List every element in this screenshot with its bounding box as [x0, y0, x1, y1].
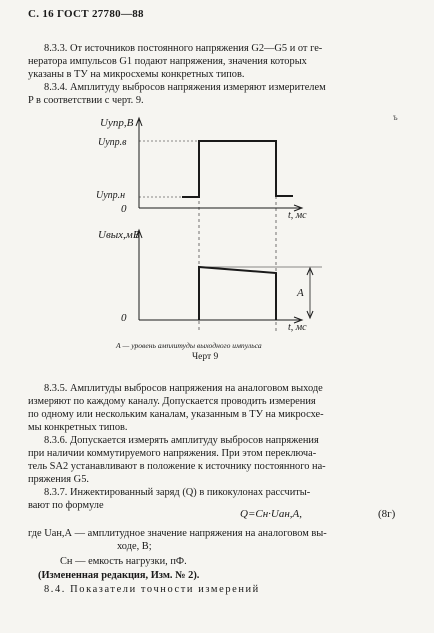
section-8-4-heading: 8.4. Показатели точности измерений: [44, 584, 260, 595]
para-8-3-3-line2: нератора импульсов G1 подают напряжения, значения которых: [28, 56, 307, 67]
para-8-3-7-line2: вают по формуле: [28, 500, 104, 511]
amplitude-label: A: [297, 287, 304, 299]
para-8-3-3-line3: указаны в ТУ на микросхемы конкретных типов.: [28, 69, 245, 80]
top-y-axis-label: Uупр,В: [100, 117, 134, 129]
figure-number: Черт 9: [192, 352, 219, 362]
para-8-3-5-line4: мы конкретных типов.: [28, 422, 128, 433]
bottom-zero-label: 0: [121, 312, 127, 324]
para-8-3-6-line3: тель SA2 устанавливают в положение к источнику постоянного на-: [28, 461, 326, 472]
top-x-axis-label: t, мс: [288, 210, 307, 221]
para-8-3-3-line1: 8.3.3. От источников постоянного напряжения G2—G5 и от ге-: [44, 43, 323, 54]
top-zero-label: 0: [121, 203, 127, 215]
formula-8g: Q=Cн·Uан,А,: [240, 508, 303, 520]
output-pulse: [199, 267, 276, 320]
para-8-3-6-line4: пряжения G5.: [28, 474, 89, 485]
para-8-3-6-line1: 8.3.6. Допускается измерять амплитуду выбросов напряжения: [44, 435, 319, 446]
top-low-level-label: Uупр.н: [96, 190, 126, 201]
para-8-3-7-line1: 8.3.7. Инжектированный заряд (Q) в пикокулонах рассчиты-: [44, 487, 311, 498]
para-8-3-6-line2: при наличии коммутируемого напряжения. При этом переключа-: [28, 448, 317, 459]
formula-number: (8г): [378, 508, 396, 520]
para-8-3-4-line2: P в соответствии с черт. 9.: [28, 95, 144, 106]
bottom-x-axis-label: t, мс: [288, 322, 307, 333]
where-line-1: где Uан,А — амплитудное значение напряжения на аналоговом вы-: [28, 528, 327, 539]
figure-caption: А — уровень амплитуды выходного импульса: [116, 341, 262, 350]
para-8-3-4-line1: 8.3.4. Амплитуду выбросов напряжения измеряют измерителем: [44, 82, 326, 93]
para-8-3-5-line2: измеряют по каждому каналу. Допускается проводить измерения: [28, 396, 316, 407]
top-high-level-label: Uупр.в: [98, 137, 127, 148]
top-control-signal: [182, 141, 293, 197]
page-header: С. 16 ГОСТ 27780—88: [28, 8, 144, 20]
scan-speck: ъ: [393, 112, 398, 122]
para-8-3-5-line3: по одному или нескольким каналам, указанным в ТУ на микросхе-: [28, 409, 324, 420]
bottom-y-axis-label: Uвых,мВ: [98, 229, 140, 241]
para-8-3-5-line1: 8.3.5. Амплитуды выбросов напряжения на аналоговом выходе: [44, 383, 323, 394]
where-line-2: ходе, В;: [117, 541, 152, 552]
revision-note: (Измененная редакция, Изм. № 2).: [38, 570, 200, 581]
where-line-3: Cн — емкость нагрузки, пФ.: [60, 556, 187, 567]
